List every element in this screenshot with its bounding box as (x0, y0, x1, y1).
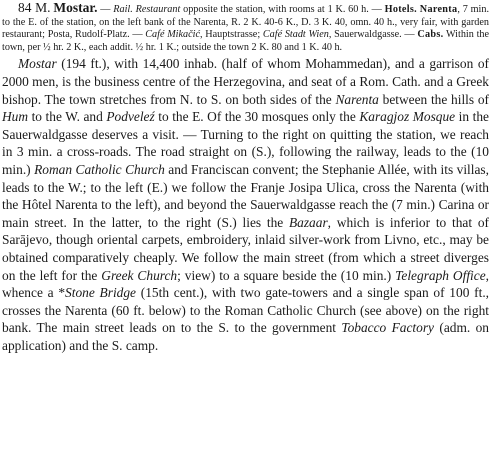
route-number: 84 M. (18, 0, 51, 15)
cafe2-text: , Sauerwaldgasse. — (328, 29, 418, 41)
rail-label: Rail. Restaurant (113, 4, 181, 15)
cafe1-text: , Hauptstrasse; (200, 29, 263, 41)
hotels-label: Hotels. (384, 4, 417, 15)
narenta-term: Narenta (335, 91, 379, 107)
body-text-1: (194 ft.), with 14,400 inhab. (half of whom Mohammedan), and a garrison of 2000 men, is the business centre of the Herzegovina, and seat of a Rom. Cath. and a Greek bishop. The town stretches from N. to S. on both sides of the (2, 56, 489, 107)
body-text-8: ; view) to a square beside the (10 min.) (177, 267, 396, 283)
bazaar-term: Bazaar (288, 214, 328, 230)
cafe-stadt-wien: Café Stadt Wien (262, 29, 329, 41)
body-text-5: in the Sauerwaldgasse deserves a visit. — Turning to the right on quitting the station, we reach in 3 min. a cross-roads. The road straight on (S.), following the railway, leads to the (10 min.) (2, 109, 489, 177)
body-text-2: between the hills of (378, 91, 489, 107)
body-text-10: (15th cent.), with two gate-towers and a single span of 100 ft., crosses the Narenta (60 ft. below) to the Roman Catholic Church (see above) on the right bank. The main street leads on to the S. to the government (2, 285, 490, 336)
tobacco-term: Tobacco Factory (341, 320, 435, 336)
hotel-narenta: Narenta (419, 4, 458, 15)
rail-text: opposite the station, with rooms at 1 K. 60 h. — (180, 4, 385, 15)
telegraph-term: Telegraph Office (395, 267, 486, 283)
posta-text: , Rudolf-Platz. — (69, 29, 146, 41)
body-text-11: (adm. on application) and the S. camp. (2, 320, 490, 353)
greek-church-term: Greek Church (101, 267, 178, 283)
podvelez-term: Podveleź (106, 109, 155, 125)
stone-bridge-term: Stone Bridge (65, 285, 136, 301)
body-text-6: and Franciscan convent; the Stephanie Allée, with its villas, leads to the W.; to the left (E.) we follow the Franje Josipa Ulica, cross the Narenta (with the Hôtel Narenta to the left), and beyond the Sauerwaldgasse reach the (7 min.) Carina or main street. In the latter, to the right (S.) lies the (2, 161, 489, 230)
description-paragraph (2, 55, 489, 354)
cabs-text: Within the town, per ½ hr. 2 K., each addit. ½ hr. 1 K.; outside the town 2 K. 80 and 1 K. 40 h. (2, 29, 490, 53)
hotels-text: , 7 min. to the E. of the station, on the left bank of the Narenta, R. 2 K. 40-6 K., D. 3 K. 40, omn. 40 h., very fair, with garden restaurant; (2, 4, 490, 41)
karagjoz-term: Karagjoz Mosque (359, 109, 456, 125)
practical-info-paragraph: 84 M. Mostar. — Rail. Restaurant opposite the station, with rooms at 1 K. 60 h. — Hotels. Narenta, 7 min. to the E. of the station, on the left bank of the Narenta, R. 2 K. 40-6 K., D. 3 K. 40, omn. 40 h., very fair, with garden restaurant; Posta, Rudolf-Platz. — Café Mikačić, Hauptstrasse; Café Stadt Wien, Sauerwaldgasse. — Cabs. Within the town, per ½ hr. 2 K., each addit. ½ hr. 1 K.; outside the town 2 K. 80 and 1 K. 40 h. (2, 0, 490, 53)
body-text-7: , which is inferior to that of Sarājevo, though oriental carpets, embroidery, inlaid silver-work from Livno, etc., may be obtained comparatively cheaply. We follow the main street (from which a street diverges on the left for the (2, 214, 489, 283)
guidebook-page (2, 2, 489, 354)
hotel-posta: Posta (47, 29, 70, 41)
body-text-3: to the W. and (28, 109, 107, 125)
hum-term: Hum (2, 109, 29, 125)
cabs-label: Cabs. (417, 29, 444, 41)
body-text-9: , whence a * (2, 267, 490, 301)
roman-church-term: Roman Catholic Church (34, 161, 165, 177)
cafe-mikacic: Café Mikačić (145, 29, 201, 41)
place-heading: Mostar. (53, 0, 98, 15)
mostar-term: Mostar (18, 56, 57, 72)
body-text-4: to the E. Of the 30 mosques only the (154, 109, 360, 125)
